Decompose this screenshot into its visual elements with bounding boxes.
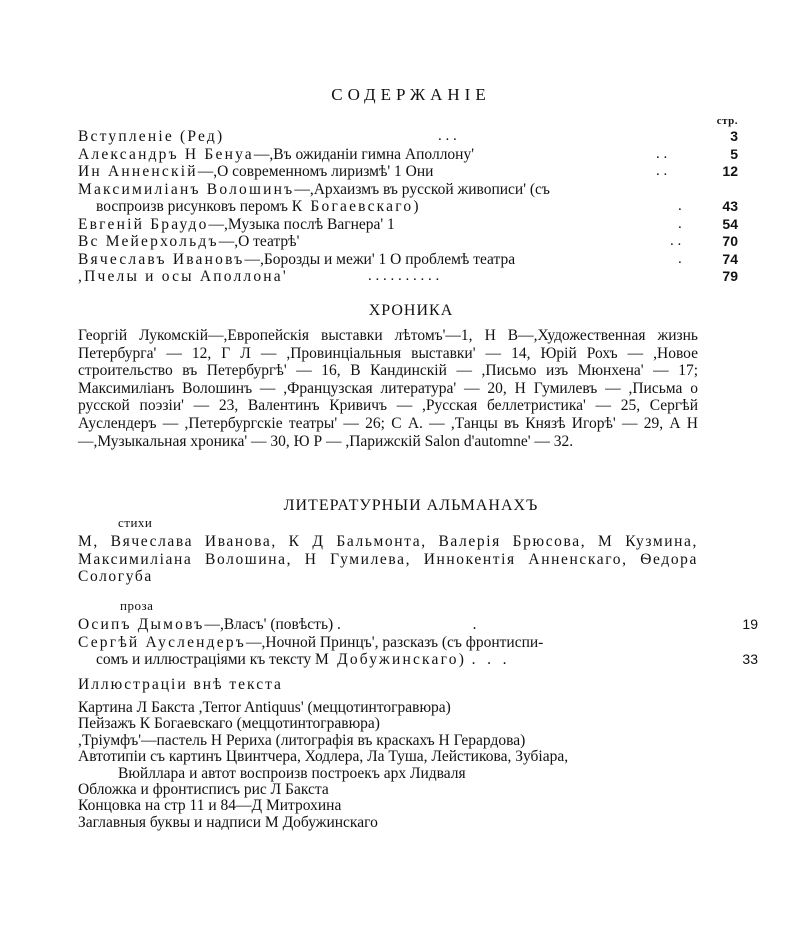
list-item xyxy=(78,233,744,251)
entry-dash: — xyxy=(244,250,260,268)
list-item: Заглавныя буквы и надписи М Добужинскаго xyxy=(78,813,378,831)
entry-dash: — xyxy=(204,616,220,633)
entry-title: ,О театрѣ' xyxy=(234,233,300,250)
entry-author: Вс Мейерхольдъ xyxy=(78,233,219,250)
entry-author: Александръ Н Бенуа xyxy=(78,145,254,163)
illustrations-heading: Иллюстраціи внѣ текста xyxy=(78,676,283,693)
entry-dash: — xyxy=(246,633,262,651)
page-number: 33 xyxy=(742,651,758,667)
entry-title-cont: сомъ и иллюстраціями къ тексту xyxy=(96,651,316,668)
entry-author: Евгеній Браудо xyxy=(78,215,209,233)
entry-title: ,О современномъ лиризмѣ' 1 Они xyxy=(213,163,434,180)
entry-author: Максимиліанъ Волошинъ xyxy=(78,180,295,198)
entry-dash: — xyxy=(253,145,270,163)
contents-list xyxy=(78,128,744,286)
list-item xyxy=(78,749,718,782)
illustration-line-cont: Вюйллара и автот воспроизв построекъ арх Лидваля xyxy=(118,764,466,782)
entry-dash: — xyxy=(208,215,225,233)
entry-illustrator: К Богаевскаго xyxy=(291,198,414,215)
page-number: 54 xyxy=(722,215,738,232)
poets-list: М, Вячеслава Иванова, К Д Бальмонта, Валерія Брюсова, М Кузмина, Максимиліана Волошина, Н Гумилева, Иннокентія Анненскаго, Ѳедора Сологуба xyxy=(78,533,698,585)
list-item: Картина Л Бакста ,Terror Antiquus' (меццотинтогравюра) xyxy=(78,699,451,716)
list-item: Обложка и фронтисписъ рис Л Бакста xyxy=(78,781,329,799)
list-item xyxy=(78,163,744,181)
verse-label: стихи xyxy=(118,515,153,530)
illustrations-list xyxy=(78,700,718,831)
list-item xyxy=(78,633,758,669)
page-number: 70 xyxy=(722,233,738,249)
leader-dots: . . xyxy=(656,163,668,179)
leader-dots: . . . . . . . . . . xyxy=(368,268,440,284)
leader-dots: . xyxy=(678,215,682,232)
entry-dash: — xyxy=(197,163,214,180)
entry-title: ,Архаизмъ въ русской живописи' (съ xyxy=(309,180,550,198)
illustration-line: Автотипіи съ картинъ Цвинтчера, Ходлера, Ла Туша, Лейстикова, Зубіара, xyxy=(78,748,569,766)
list-item xyxy=(78,216,744,234)
page-number: 3 xyxy=(730,128,738,144)
list-item xyxy=(78,181,744,216)
leader-dots: . . . xyxy=(438,128,457,144)
leader-dots: . . xyxy=(337,616,477,633)
list-item xyxy=(78,268,744,286)
entry-suffix: ) xyxy=(458,651,464,668)
chronicle-text: Георгій Лукомскій—,Европейскія выставки лѣтомъ'—1, Н В—,Художественная жизнь Петербурга' — 12, Г Л — ,Провинціальныя выставки' — 14, Юрій Рохъ — ,Новое строительство въ Петербургѣ' — 16, В Кандинскій — ,Письмо изъ Мюнхена' — 17; Максимиліанъ Волошинъ — ,Французская литература' — 20, Н Гумилевъ — ,Письма о русской поэзіи' — 23, Валентинъ Кривичъ — ,Русская беллетристика' — 25, Сергѣй Ауслендеръ — ,Петербургскіе театры' — 26; С А. — ,Танцы въ Князѣ Игорѣ' — 29, А Н —,Музыкальная хроника' — 30, Ю Р — ,Парижскій Salon d'automne' — 32. xyxy=(78,327,698,450)
page-number: 12 xyxy=(722,163,738,179)
entry-title: ,Борозды и межи' 1 О проблемѣ театра xyxy=(259,250,516,268)
leader-dots: . xyxy=(678,250,682,267)
entry-title: ,Музыка послѣ Вагнера' 1 xyxy=(224,215,395,233)
leader-dots: . . xyxy=(670,233,682,249)
entry-author: Ин Анненскій xyxy=(78,163,198,180)
entry-title-cont: воспроизв рисунковъ перомъ xyxy=(96,198,292,215)
entry-title: ,Ночной Принцъ', разсказъ (съ фронтиспи- xyxy=(261,633,544,651)
list-item xyxy=(78,146,744,164)
leader-dots: . . xyxy=(656,145,668,162)
page-number: 43 xyxy=(722,198,738,214)
list-item: Пейзажъ К Богаевскаго (меццотинтогравюра) xyxy=(78,715,380,733)
entry-dash: — xyxy=(218,233,235,250)
page-title: СОДЕРЖАНІЕ xyxy=(331,85,491,104)
entry-author: ,Пчелы и осы Аполлона' xyxy=(78,268,288,285)
entry-illustrator: М Добужинскаго xyxy=(315,651,459,668)
leader-dots: . . . xyxy=(471,651,507,668)
entry-title: ,Власъ' (повѣсть) xyxy=(219,616,334,633)
list-item: ,Тріумфъ'—пастель Н Рериха (литографія въ краскахъ Н Герардова) xyxy=(78,731,526,749)
almanac-heading: ЛИТЕРАТУРНЫИ АЛЬМАНАХЪ xyxy=(283,497,539,514)
list-item xyxy=(78,128,744,146)
entry-author: Осипъ Дымовъ xyxy=(78,616,205,633)
entry-suffix: ) xyxy=(413,198,419,215)
prose-list xyxy=(78,616,758,669)
page-number: 19 xyxy=(742,616,758,632)
entry-author: Вячеславъ Ивановъ xyxy=(78,250,245,268)
entry-dash: — xyxy=(294,180,310,198)
page-column-label: стр. xyxy=(716,115,738,127)
prose-label: проза xyxy=(120,598,154,613)
page-number: 79 xyxy=(722,268,738,284)
list-item xyxy=(78,616,758,634)
entry-author: Вступленіе (Ред) xyxy=(78,128,225,145)
leader-dots: . xyxy=(678,198,682,214)
entry-author: Сергѣй Ауслендеръ xyxy=(78,633,246,651)
chronicle-heading: ХРОНИКА xyxy=(368,302,454,319)
entry-title: ,Въ ожиданіи гимна Аполлону' xyxy=(269,145,475,163)
page-number: 5 xyxy=(730,145,738,162)
list-item: Концовка на стр 11 и 84—Д Митрохина xyxy=(78,797,342,815)
list-item xyxy=(78,251,744,269)
page-number: 74 xyxy=(722,250,738,267)
